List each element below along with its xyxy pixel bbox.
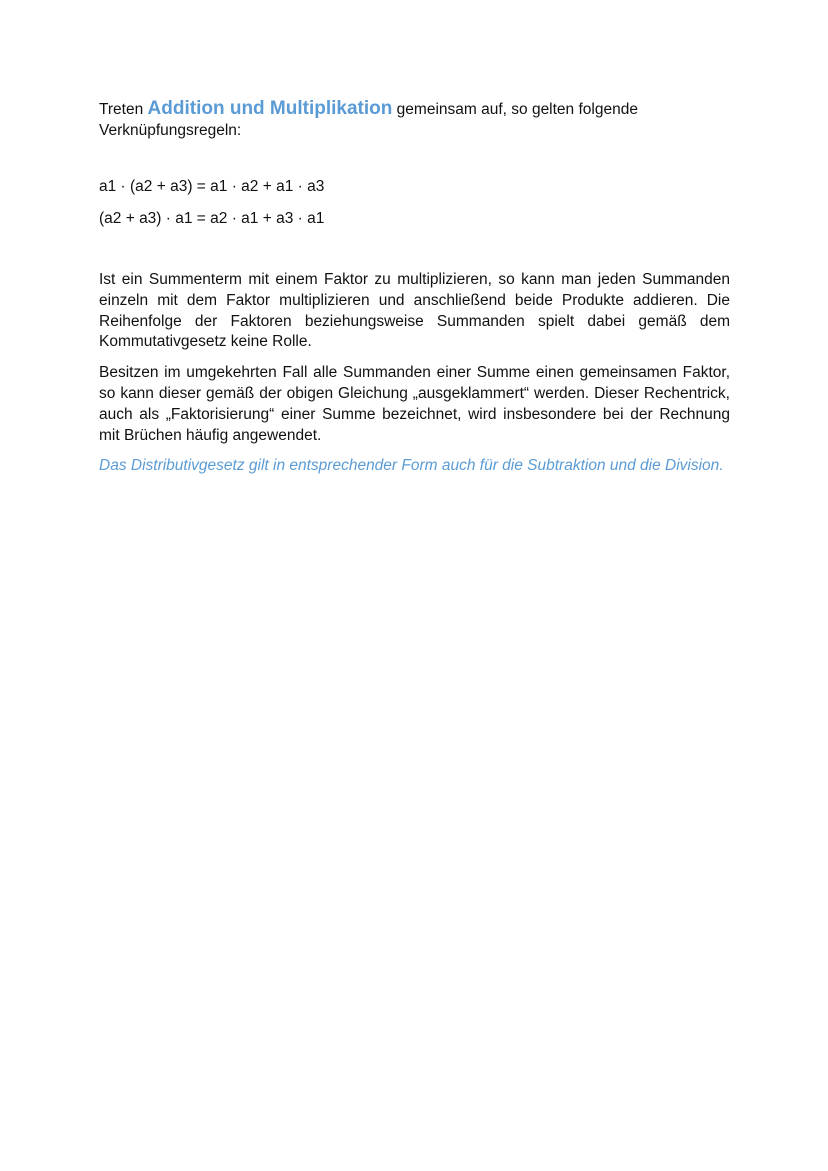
intro-paragraph — [99, 98, 730, 141]
intro-text-before: Treten — [99, 101, 148, 118]
formula-left-distributive: a1 · (a2 + a3) = a1 · a2 + a1 · a3 — [99, 178, 325, 195]
note-paragraph: Das Distributivgesetz gilt in entsprechender Form auch für die Subtraktion und die Division. — [99, 457, 724, 475]
paragraph-multiplication: Ist ein Summenterm mit einem Faktor zu multiplizieren, so kann man jeden Summanden einzeln mit dem Faktor multiplizieren und anschließend beide Produkte addieren. Die Reihenfolge der Faktoren beziehungsweise Summanden spielt dabei gemäß dem Kommutativgesetz keine Rolle. — [99, 271, 730, 351]
page-content — [99, 98, 730, 477]
intro-highlight: Addition und Multiplikation — [147, 98, 393, 119]
intro-text-after: gemeinsam auf, so gelten folgende Verknüpfungsregeln: — [99, 101, 638, 139]
formula-right-distributive: (a2 + a3) · a1 = a2 · a1 + a3 · a1 — [99, 210, 325, 227]
formula-block — [99, 176, 730, 229]
paragraph-factorization: Besitzen im umgekehrten Fall alle Summanden einer Summe einen gemeinsamen Faktor, so kann dieser gemäß der obigen Gleichung „ausgeklammert“ werden. Dieser Rechentrick, auch als „Faktorisierung“ einer Summe bezeichnet, wird insbesondere bei der Rechnung mit Brüchen häufig angewendet. — [99, 364, 730, 444]
